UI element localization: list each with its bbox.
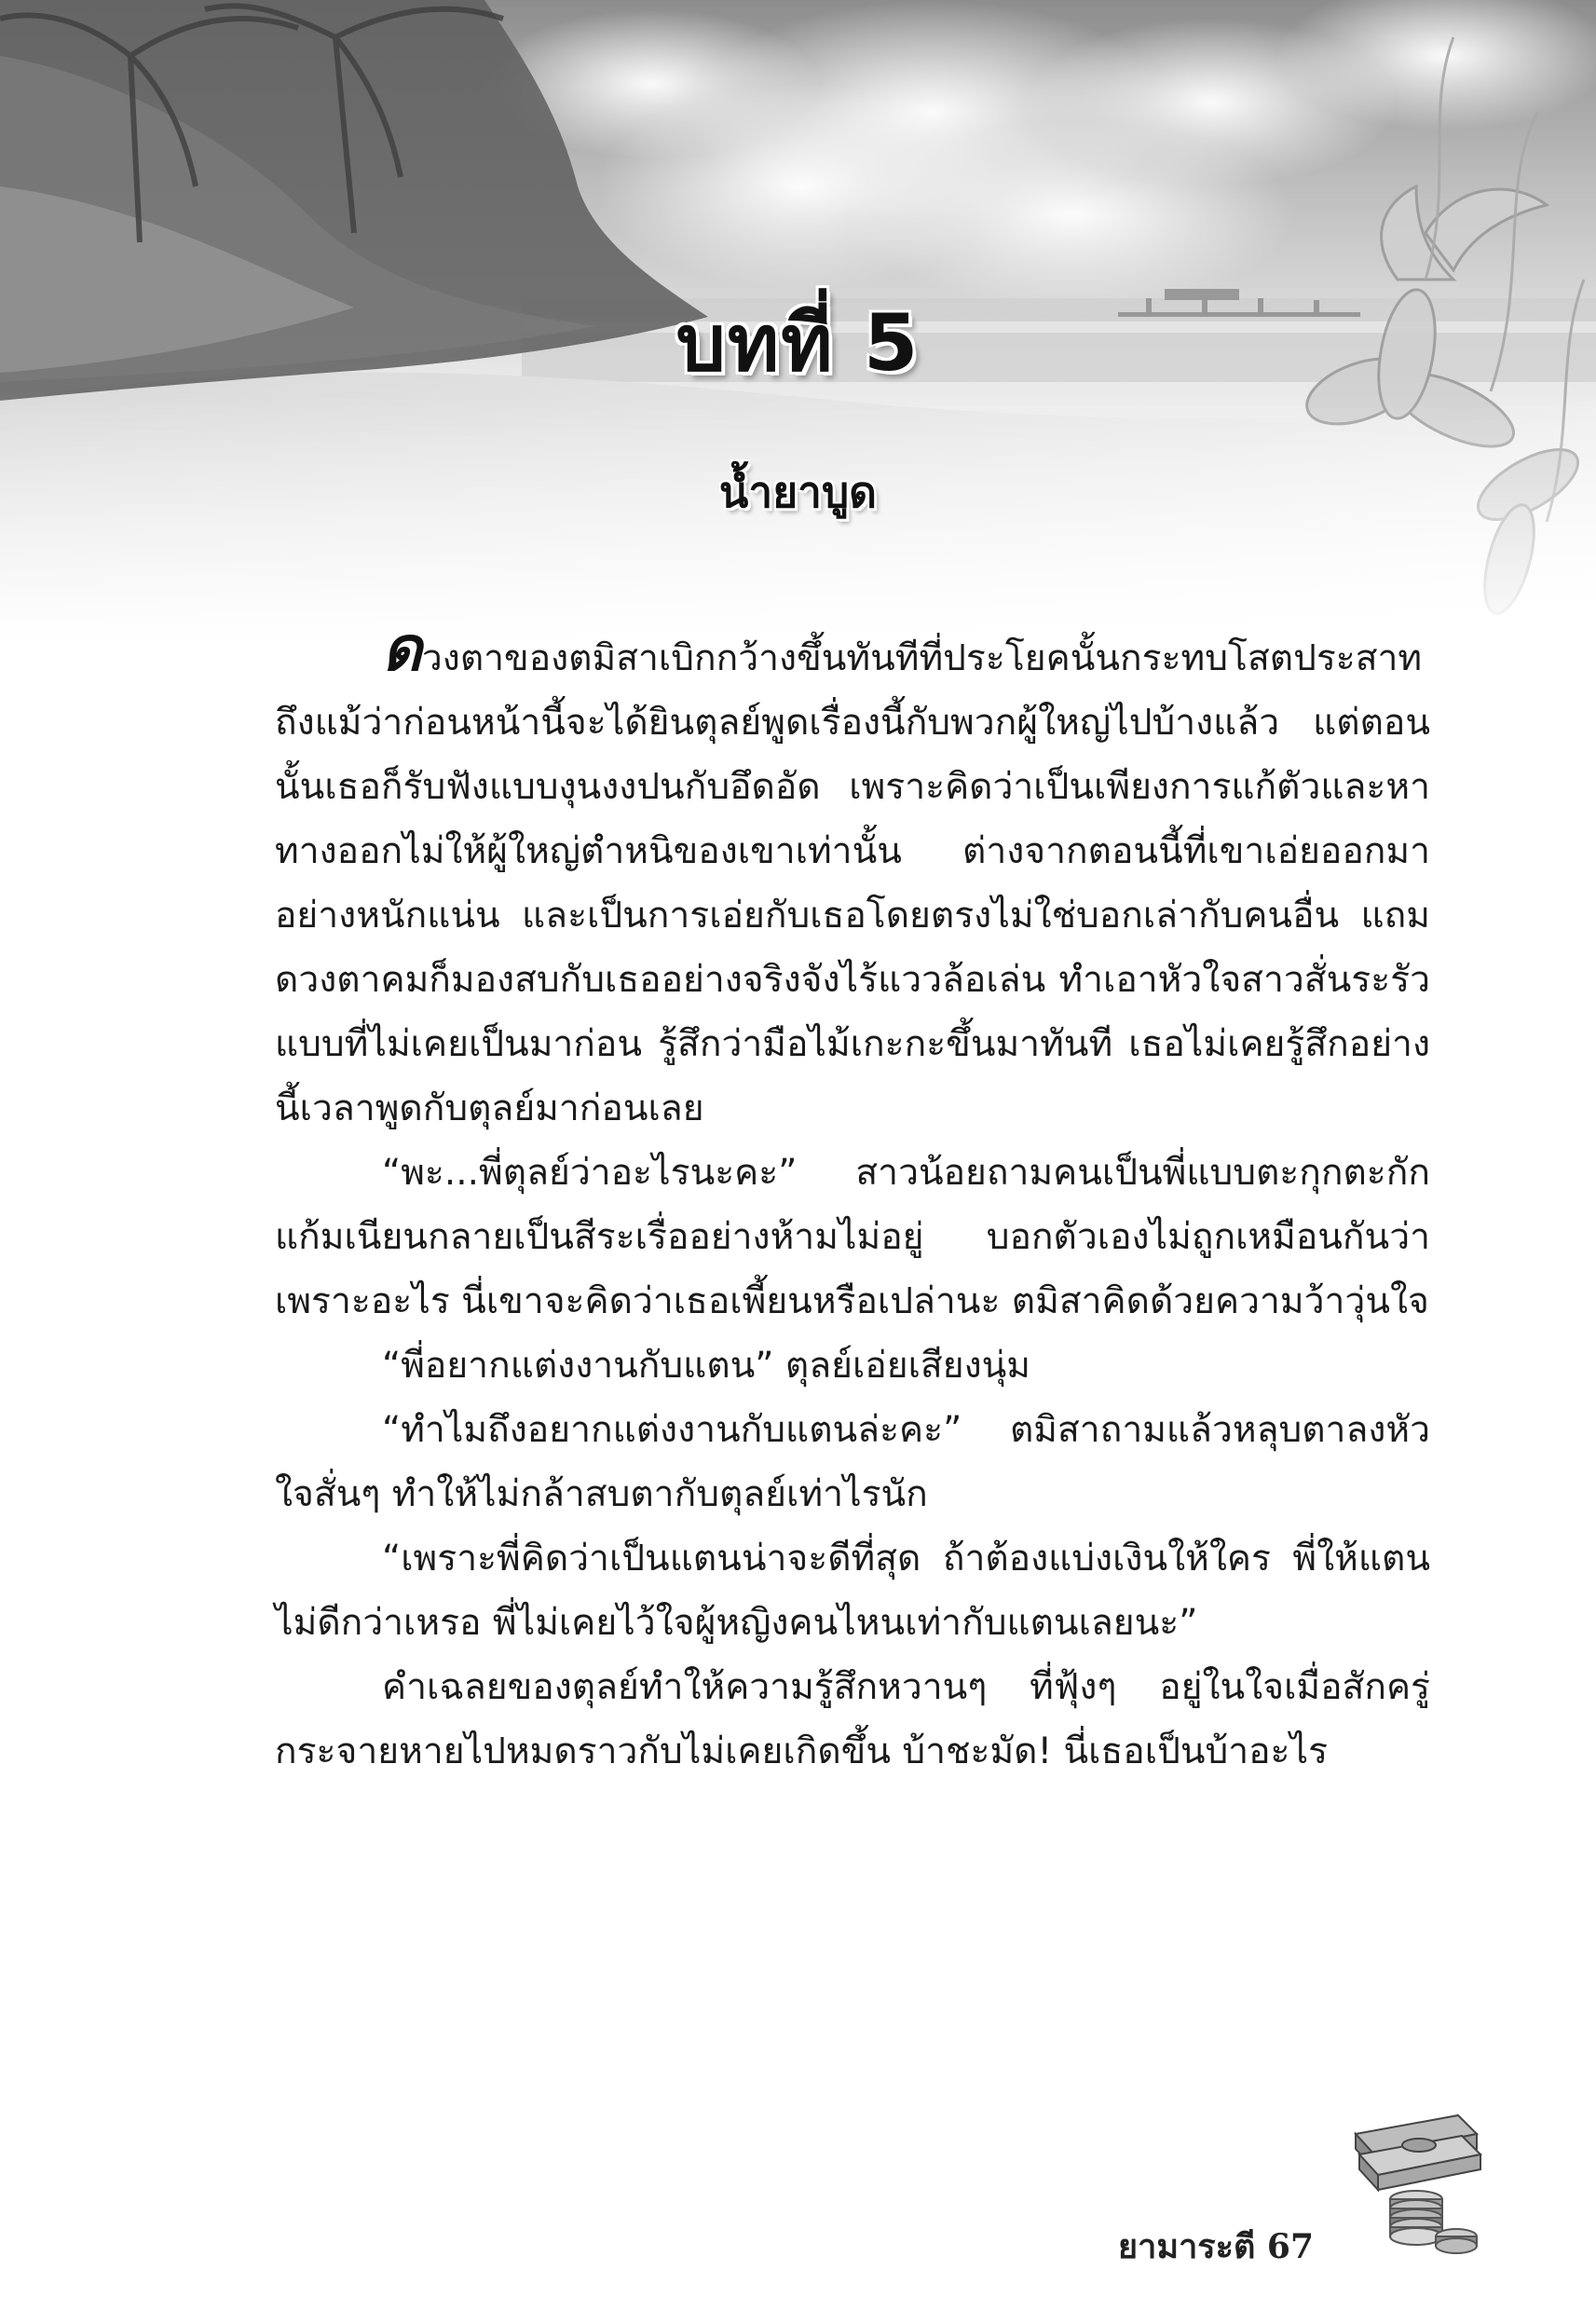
paragraph-5: “เพราะพี่คิดว่าเป็นแตนน่าจะดีที่สุด ถ้าต้องแบ่งเงินให้ใคร พี่ให้แตนไม่ดีกว่าเหรอ พี่ไม่เคยไว้ใจผู้หญิงคนไหนเท่ากับแตนเลยนะ” <box>275 1538 1430 1644</box>
footer-book-title: ยามาระตี <box>1118 2227 1256 2266</box>
chapter-title: บทที่ 5 <box>675 297 921 389</box>
body-text <box>275 613 1430 1784</box>
paragraph-6: คำเฉลยของตุลย์ทำให้ความรู้สึกหวานๆ ที่ฟุ้งๆ อยู่ในใจเมื่อสักครู่กระจายหายไปหมดราวกับไม่เคยเกิดขึ้น บ้าชะมัด! นี่เธอเป็นบ้าอะไร <box>275 1666 1430 1772</box>
paragraph-2: “พะ...พี่ตุลย์ว่าอะไรนะคะ” สาวน้อยถามคนเป็นพี่แบบตะกุกตะกัก แก้มเนียนกลายเป็นสีระเรื่ออย่างห้ามไม่อยู่ บอกตัวเองไม่ถูกเหมือนกันว่าเพราะอะไร นี่เขาจะคิดว่าเธอเพี้ยนหรือเปล่านะ ตมิสาคิดด้วยความว้าวุ่นใจ <box>275 1152 1430 1322</box>
paragraph-1-text: วงตาของตมิสาเบิกกว้างขึ้นทันทีที่ประโยคนั้นกระทบโสตประสาท ถึงแม้ว่าก่อนหน้านี้จะได้ยินตุลย์พูดเรื่องนี้กับพวกผู้ใหญ่ไปบ้างแล้ว แต่ตอนนั้นเธอก็รับฟังแบบงุนงงปนกับอึดอัด เพราะคิดว่าเป็นเพียงการแก้ตัวและหาทางออกไม่ให้ผู้ใหญ่ตำหนิของเขาเท่านั้น ต่างจากตอนนี้ที่เขาเอ่ยออกมาอย่างหนักแน่น และเป็นการเอ่ยกับเธอโดยตรงไม่ใช่บอกเล่ากับคนอื่น แถมดวงตาคมก็มองสบกับเธออย่างจริงจังไร้แววล้อเล่น ทำเอาหัวใจสาวสั่นระรัวแบบที่ไม่เคยเป็นมาก่อน รู้สึกว่ามือไม้เกะกะขึ้นมาทันที เธอไม่เคยรู้สึกอย่างนี้เวลาพูดกับตุลย์มาก่อนเลย <box>275 637 1430 1129</box>
page-footer <box>1062 2220 1314 2273</box>
paragraph-3: “พี่อยากแต่งงานกับแตน” ตุลย์เอ่ยเสียงนุ่ม <box>382 1345 1030 1387</box>
chapter-subtitle: น้ำยาบูด <box>718 467 878 517</box>
paragraph-1 <box>275 613 1430 1141</box>
page-number: 67 <box>1266 2227 1314 2266</box>
drop-cap: ด <box>382 613 422 685</box>
paragraph-4: “ทำไมถึงอยากแต่งงานกับแตนล่ะคะ” ตมิสาถามแล้วหลุบตาลงหัวใจสั่นๆ ทำให้ไม่กล้าสบตากับตุลย์เท่าไรนัก <box>275 1409 1430 1515</box>
money-stack-icon <box>1346 2097 1486 2264</box>
